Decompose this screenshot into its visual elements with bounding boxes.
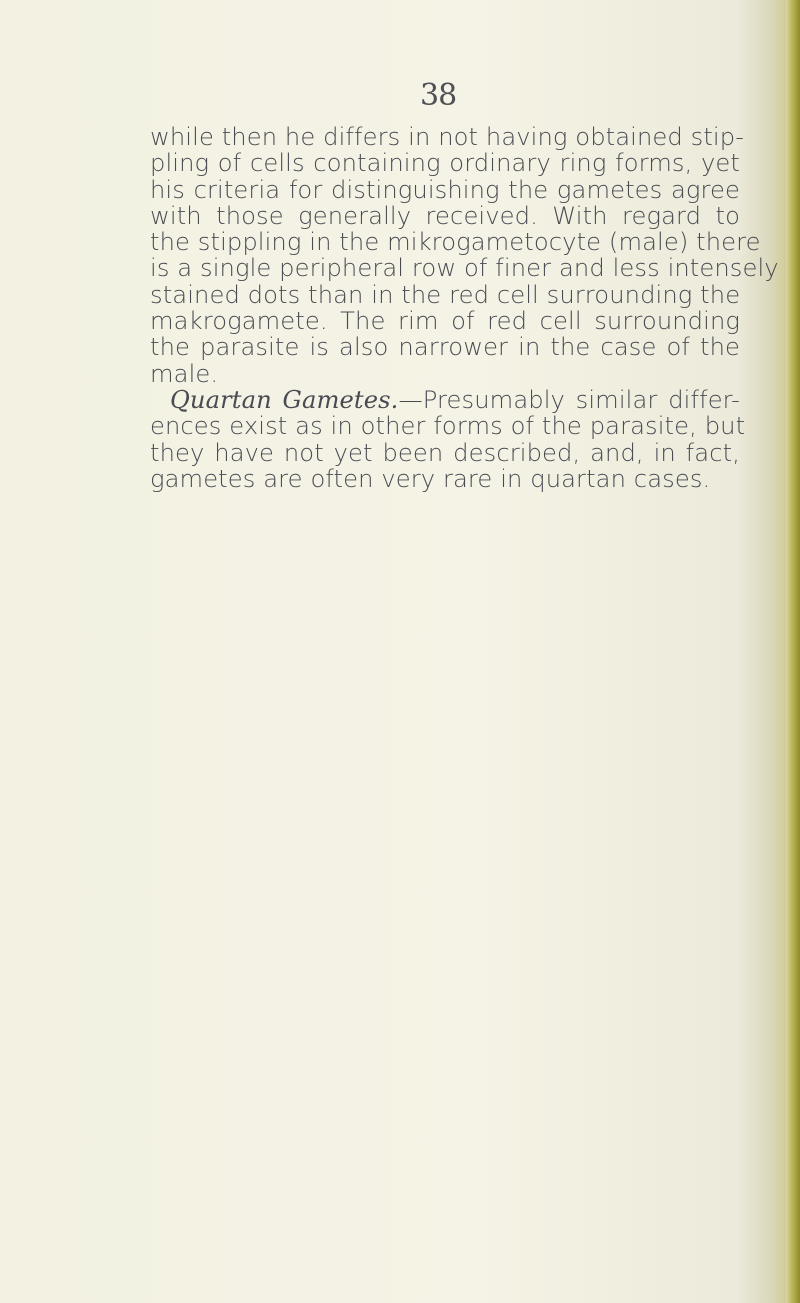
text-line: they have not yet been described, and, in fact,	[150, 438, 740, 467]
text-line: pling of cells containing ordinary ring forms, yet	[150, 149, 740, 178]
text-line: ences exist as in other forms of the parasite, but	[150, 412, 746, 441]
section-heading: Quartan Gametes.	[170, 385, 399, 414]
section-line-text: —Presumably similar differ-	[398, 385, 740, 414]
text-line: the parasite is also narrower in the case of the	[150, 333, 740, 362]
text-line: gametes are often very rare in quartan cases.	[150, 464, 711, 493]
text-line: stained dots than in the red cell surrounding the	[150, 280, 741, 309]
page-number: 38	[420, 78, 457, 113]
body-text	[150, 123, 779, 493]
text-line: while then he differs in not having obtained stip-	[150, 123, 745, 151]
text-line: makrogamete. The rim of red cell surrounding	[150, 307, 740, 336]
section-first-line	[150, 387, 740, 413]
page-edge	[786, 0, 800, 1303]
text-line: his criteria for distinguishing the gametes agree	[150, 175, 740, 204]
text-line: with those generally received. With regard to	[150, 201, 740, 230]
text-line: the stippling in the mikrogametocyte (male) there	[150, 228, 761, 257]
text-line: is a single peripheral row of finer and less intensely	[150, 254, 779, 283]
text-line: male.	[150, 359, 219, 388]
